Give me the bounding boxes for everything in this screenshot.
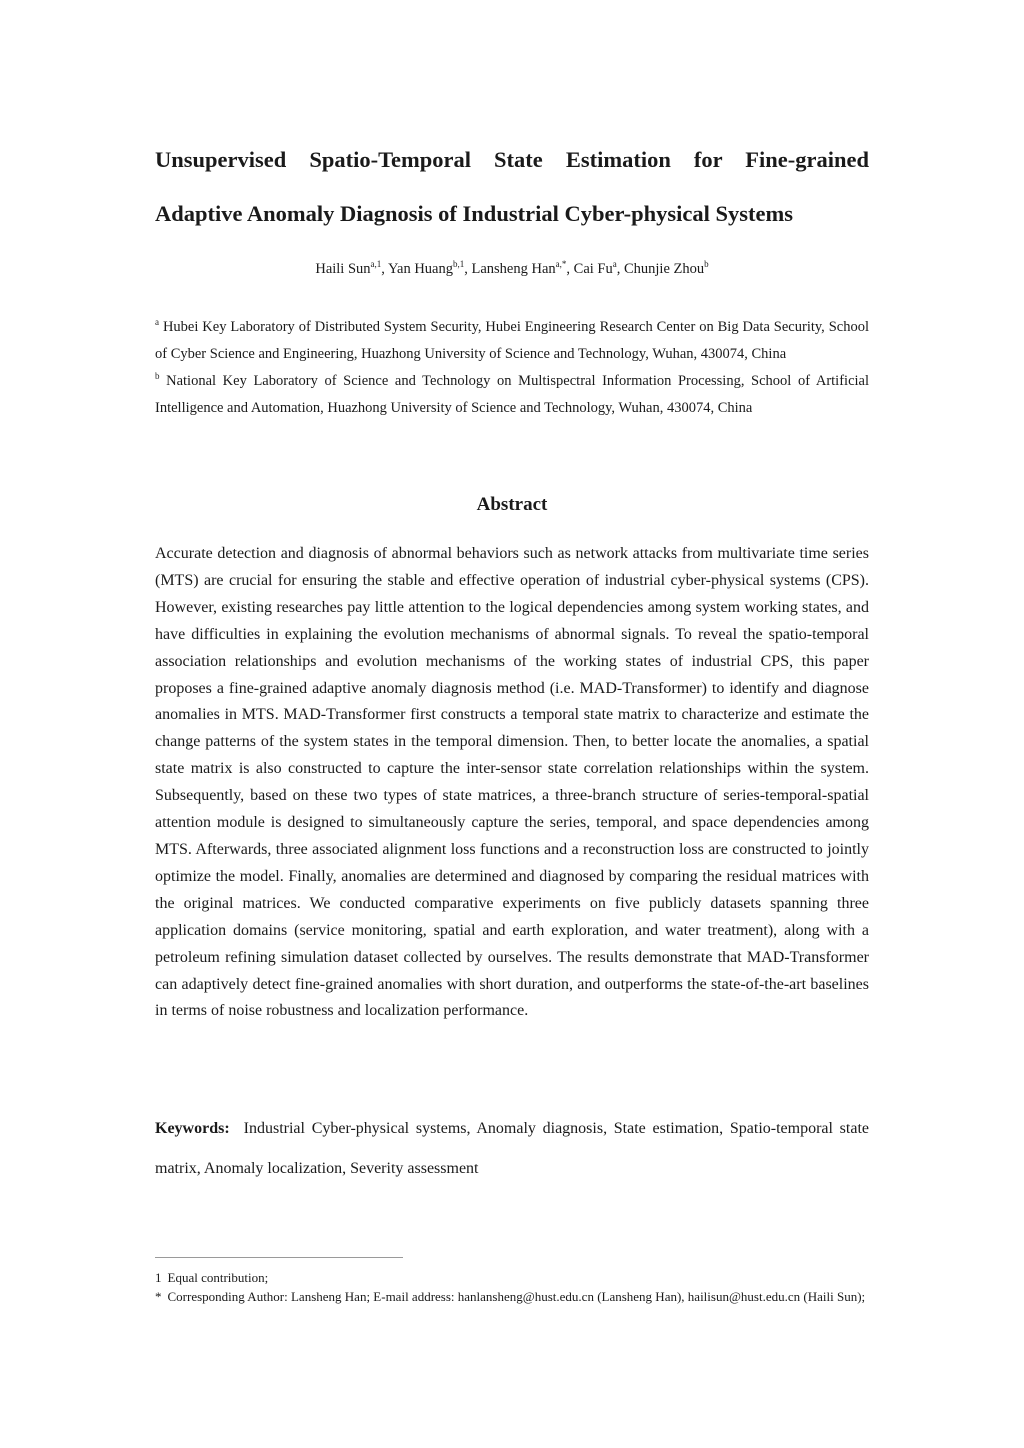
author: Haili Sun$^{a,1}$	[315, 259, 382, 277]
affiliation-a: $^a$ Hubei Key Laboratory of Distributed System Security, Hubei Engineering Research Center on Big Data Security, School of Cyber Science and Engineering, Huazhong University of Science and Technology, Wuhan, 430074, China	[155, 317, 870, 362]
title-line-1: Unsupervised Spatio-Temporal State Estimation for Fine-grained	[155, 147, 869, 172]
footnote-divider	[155, 1257, 403, 1258]
footnote-corresponding: * Corresponding Author: Lansheng Han; E-mail address: hanlansheng@hust.edu.cn (Lansheng Han), hailisun@hust.edu.cn (Haili Sun);	[155, 1289, 866, 1304]
footnote-1: 1 Equal contribution;	[155, 1270, 269, 1285]
keywords	[155, 1109, 869, 1189]
keywords-label: Keywords:	[155, 1120, 230, 1137]
affiliation-b: $^b$ National Key Laboratory of Science and Technology on Multispectral Information Processing, School of Artificial Intelligence and Automation, Huazhong University of Science and Technology, Wuhan, 430074, China	[155, 371, 870, 416]
abstract-body: Accurate detection and diagnosis of abnormal behaviors such as network attacks from multivariate time series (MTS) are crucial for ensuring the stable and effective operation of industrial cyber-physical systems (CPS). However, existing researches pay little attention to the logical dependencies among system working states, and have difficulties in explaining the evolution mechanisms of abnormal signals. To reveal the spatio-temporal association relationships and evolution mechanisms of the working states of industrial CPS, this paper proposes a fine-grained adaptive anomaly diagnosis method (i.e. MAD-Transformer) to identify and diagnose anomalies in MTS. MAD-Transformer first constructs a temporal state matrix to characterize and estimate the change patterns of the system states in the temporal dimension. Then, to better locate the anomalies, a spatial state matrix is also constructed to capture the inter-sensor state correlation relationships within the system. Subsequently, based on these two types of state matrices, a three-branch structure of series-temporal-spatial attention module is designed to simultaneously capture the series, temporal, and space dependencies among MTS. Afterwards, three associated alignment loss functions and a reconstruction loss are constructed to jointly optimize the model. Finally, anomalies are determined and diagnosed by comparing the residual matrices with the original matrices. We conducted comparative experiments on five publicly datasets spanning three application domains (service monitoring, spatial and earth exploration, and water treatment), along with a petroleum refining simulation dataset collected by ourselves. The results demonstrate that MAD-Transformer can adaptively detect fine-grained anomalies with short duration, and outperforms the state-of-the-art baselines in terms of noise robustness and localization performance.	[155, 545, 869, 1020]
title-line-2: Adaptive Anomaly Diagnosis of Industrial Cyber-physical Systems	[155, 201, 793, 226]
author-list: Haili Sun$^{a,1}$, Yan Huang$^{b,1}$, Lansheng Han$^{a,*}$, Cai Fu$^a$, Chunjie Zhou$^b$	[315, 259, 709, 277]
author: Lansheng Han$^{a,*}$	[471, 259, 567, 277]
keywords-text: Industrial Cyber-physical systems, Anomaly diagnosis, State estimation, Spatio-temporal state matrix, Anomaly localization, Severity assessment	[155, 1120, 869, 1177]
footnotes	[155, 1268, 869, 1306]
abstract-heading: Abstract	[476, 494, 548, 515]
paper-title	[155, 133, 869, 241]
author: Yan Huang$^{b,1}$	[388, 259, 465, 277]
affiliations	[155, 314, 869, 422]
author: Chunjie Zhou$^b$	[623, 259, 709, 277]
author: Cai Fu$^a$	[573, 259, 617, 277]
